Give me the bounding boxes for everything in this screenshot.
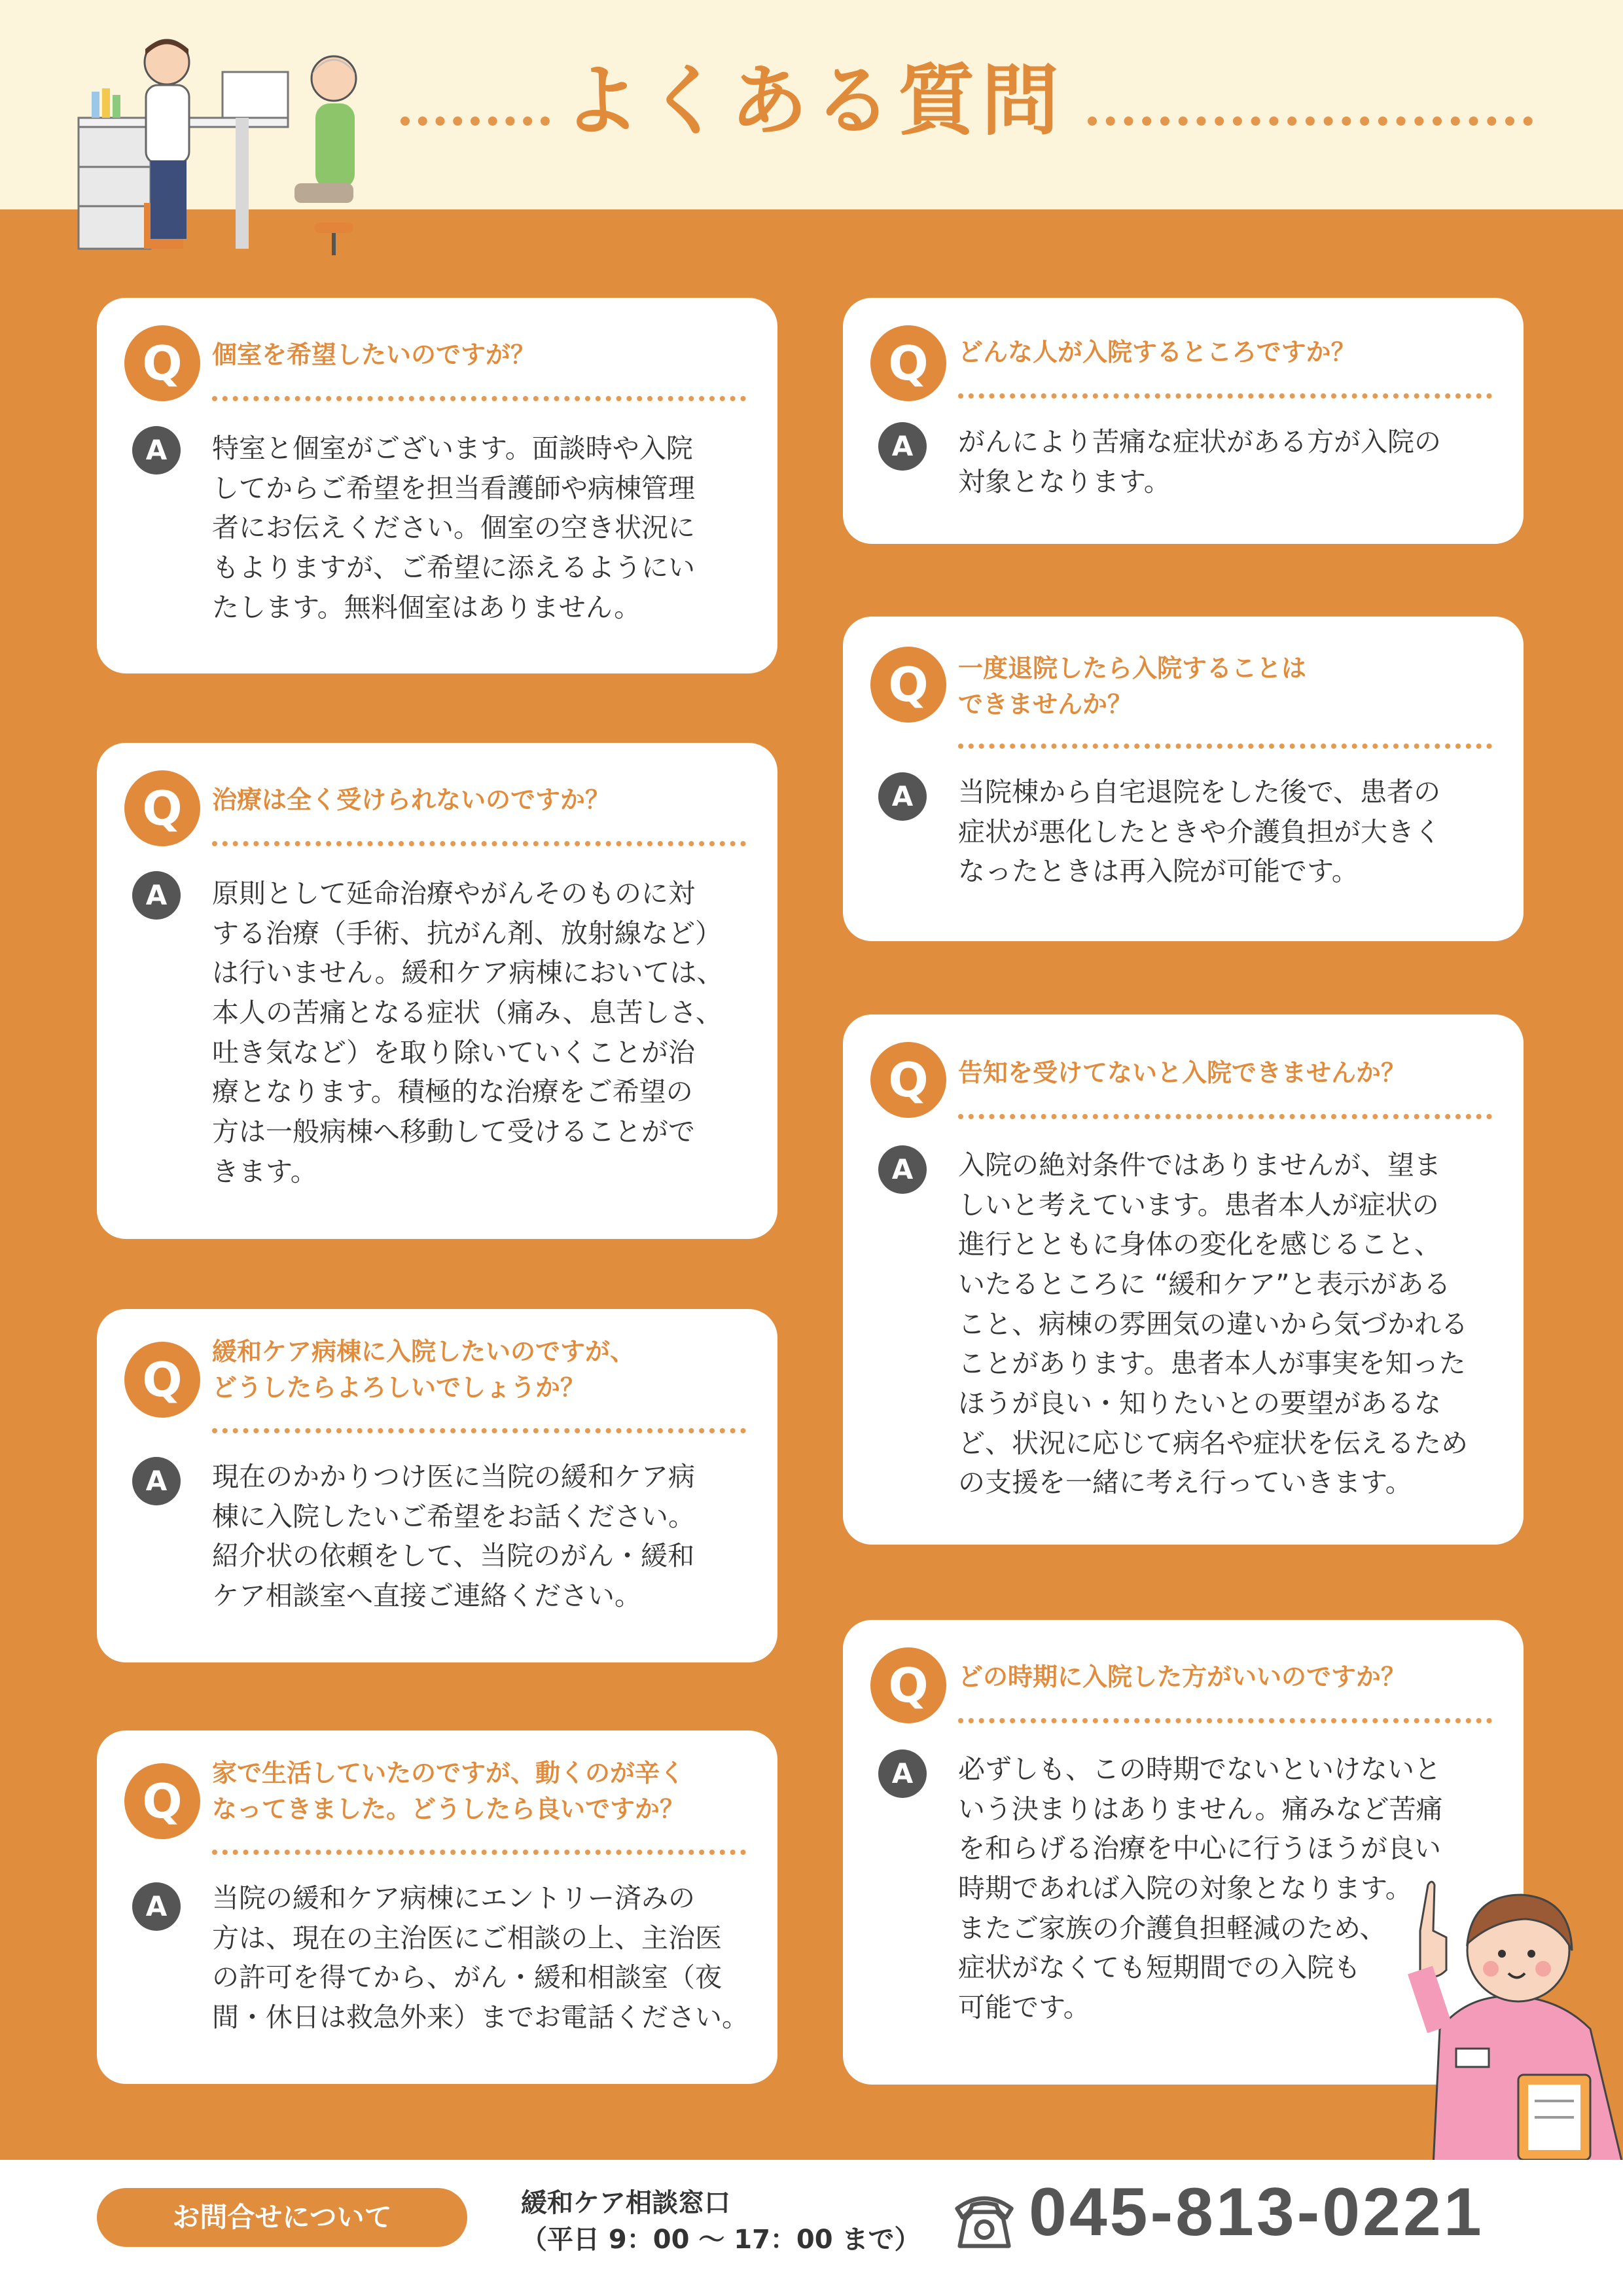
answer-badge: A — [878, 1145, 927, 1194]
faq-card-who-is-admitted — [843, 298, 1524, 544]
answer-badge: A — [878, 772, 927, 821]
page-title: よくある質問 — [563, 56, 1066, 146]
question-badge: Q — [870, 325, 946, 401]
answer-badge: A — [132, 1457, 181, 1505]
question-text: どの時期に入院した方がいいのですか？ — [958, 1662, 1406, 1691]
dotted-divider — [212, 1850, 746, 1855]
question-badge: Q — [870, 647, 946, 723]
question-text: 緩和ケア病棟に入院したいのですが、 どうしたらよろしいでしょうか？ — [212, 1337, 635, 1403]
question-badge: Q — [124, 325, 200, 401]
faq-card-disclosure — [843, 1014, 1524, 1545]
faq-card-treatment — [97, 743, 777, 1239]
answer-text: 入院の絶対条件ではありませんが、望ま しいと考えています。患者本人が症状の 進行とともに身体の変化を感じること、 いたるところに “緩和ケア”と表示がある こと、病棟の雰囲気の違いから気づかれる ことがあります。患者本人が事実を知った ほうが良い・知りたいとの要望があるな ど、状況に応じて病名や症状を伝えるため の支援を一緒に考え行っていきます。 — [958, 1149, 1468, 1499]
answer-badge: A — [878, 1749, 927, 1798]
dotted-divider — [958, 1114, 1492, 1119]
faq-card-private-room — [97, 298, 777, 673]
dotted-divider — [958, 744, 1492, 749]
question-text: 個室を希望したいのですが？ — [212, 340, 536, 369]
phone-number[interactable]: 045-813-0221 — [1029, 2174, 1484, 2250]
answer-text: 必ずしも、この時期でないといけないと いう決まりはありません。痛みなど苦痛 を和らげる治療を中心に行うほうが良い 時期であれば入院の対象となります。 またご家族の介護負担軽減のため、 症状がなくても短期間での入院も 可能です。 — [958, 1753, 1443, 2024]
doctor-patient-illustration — [72, 26, 380, 262]
dotted-divider — [212, 1428, 746, 1433]
faq-card-how-to-admit — [97, 1309, 777, 1662]
answer-badge: A — [878, 422, 927, 471]
title-dotted-left — [401, 117, 550, 126]
dotted-divider — [212, 396, 746, 401]
question-text: 一度退院したら入院することは できませんか？ — [958, 654, 1307, 719]
dotted-divider — [958, 393, 1492, 399]
question-badge: Q — [124, 770, 200, 846]
question-badge: Q — [124, 1342, 200, 1418]
faq-card-readmission — [843, 617, 1524, 941]
consultation-desk-hours: （平日 9：00 〜 17：00 まで） — [521, 2225, 921, 2255]
telephone-icon — [950, 2185, 1018, 2253]
nurse-illustration — [1394, 1859, 1623, 2166]
answer-text: がんにより苦痛な症状がある方が入院の 対象となります。 — [958, 426, 1441, 497]
question-text: 告知を受けてないと入院できませんか？ — [958, 1058, 1406, 1087]
question-badge: Q — [870, 1647, 946, 1723]
question-text: 治療は全く受けられないのですか？ — [212, 785, 611, 814]
question-badge: Q — [124, 1763, 200, 1839]
question-badge: Q — [870, 1042, 946, 1118]
answer-text: 当院の緩和ケア病棟にエントリー済みの 方は、現在の主治医にご相談の上、主治医 の許可を得てから、がん・緩和相談室（夜 間・休日は救急外来）までお電話ください。 — [212, 1882, 749, 2034]
answer-badge: A — [132, 1882, 181, 1931]
answer-text: 原則として延命治療やがんそのものに対 する治療（手術、抗がん剤、放射線など） は行いません。緩和ケア病棟においては、 本人の苦痛となる症状（痛み、息苦しさ、 吐き気など）を取り除いていくことが治 療となります。積極的な治療をご希望の 方は一般病棟へ移動して受けることがで きます。 — [212, 878, 724, 1187]
question-text: どんな人が入院するところですか？ — [958, 338, 1356, 367]
consultation-desk-name: 緩和ケア相談窓口 — [521, 2188, 730, 2218]
answer-badge: A — [132, 426, 181, 475]
answer-text: 当院棟から自宅退院をした後で、患者の 症状が悪化したときや介護負担が大きく なったときは再入院が可能です。 — [958, 776, 1441, 888]
dotted-divider — [958, 1718, 1492, 1723]
contact-label-pill: お問合せについて — [97, 2188, 467, 2247]
dotted-divider — [212, 841, 746, 846]
title-dotted-right — [1088, 117, 1533, 126]
faq-card-hard-to-move — [97, 1731, 777, 2084]
question-text: 家で生活していたのですが、動くのが辛く なってきました。どうしたら良いですか？ — [212, 1759, 685, 1824]
answer-text: 特室と個室がございます。面談時や入院 してからご希望を担当看護師や病棟管理 者にお伝えください。個室の空き状況に もよりますが、ご希望に添えるようにい たします。無料個室はありません。 — [212, 433, 695, 623]
answer-badge: A — [132, 871, 181, 920]
answer-text: 現在のかかりつけ医に当院の緩和ケア病 棟に入院したいご希望をお話ください。 紹介状の依頼をして、当院のがん・緩和 ケア相談室へ直接ご連絡ください。 — [212, 1461, 695, 1612]
